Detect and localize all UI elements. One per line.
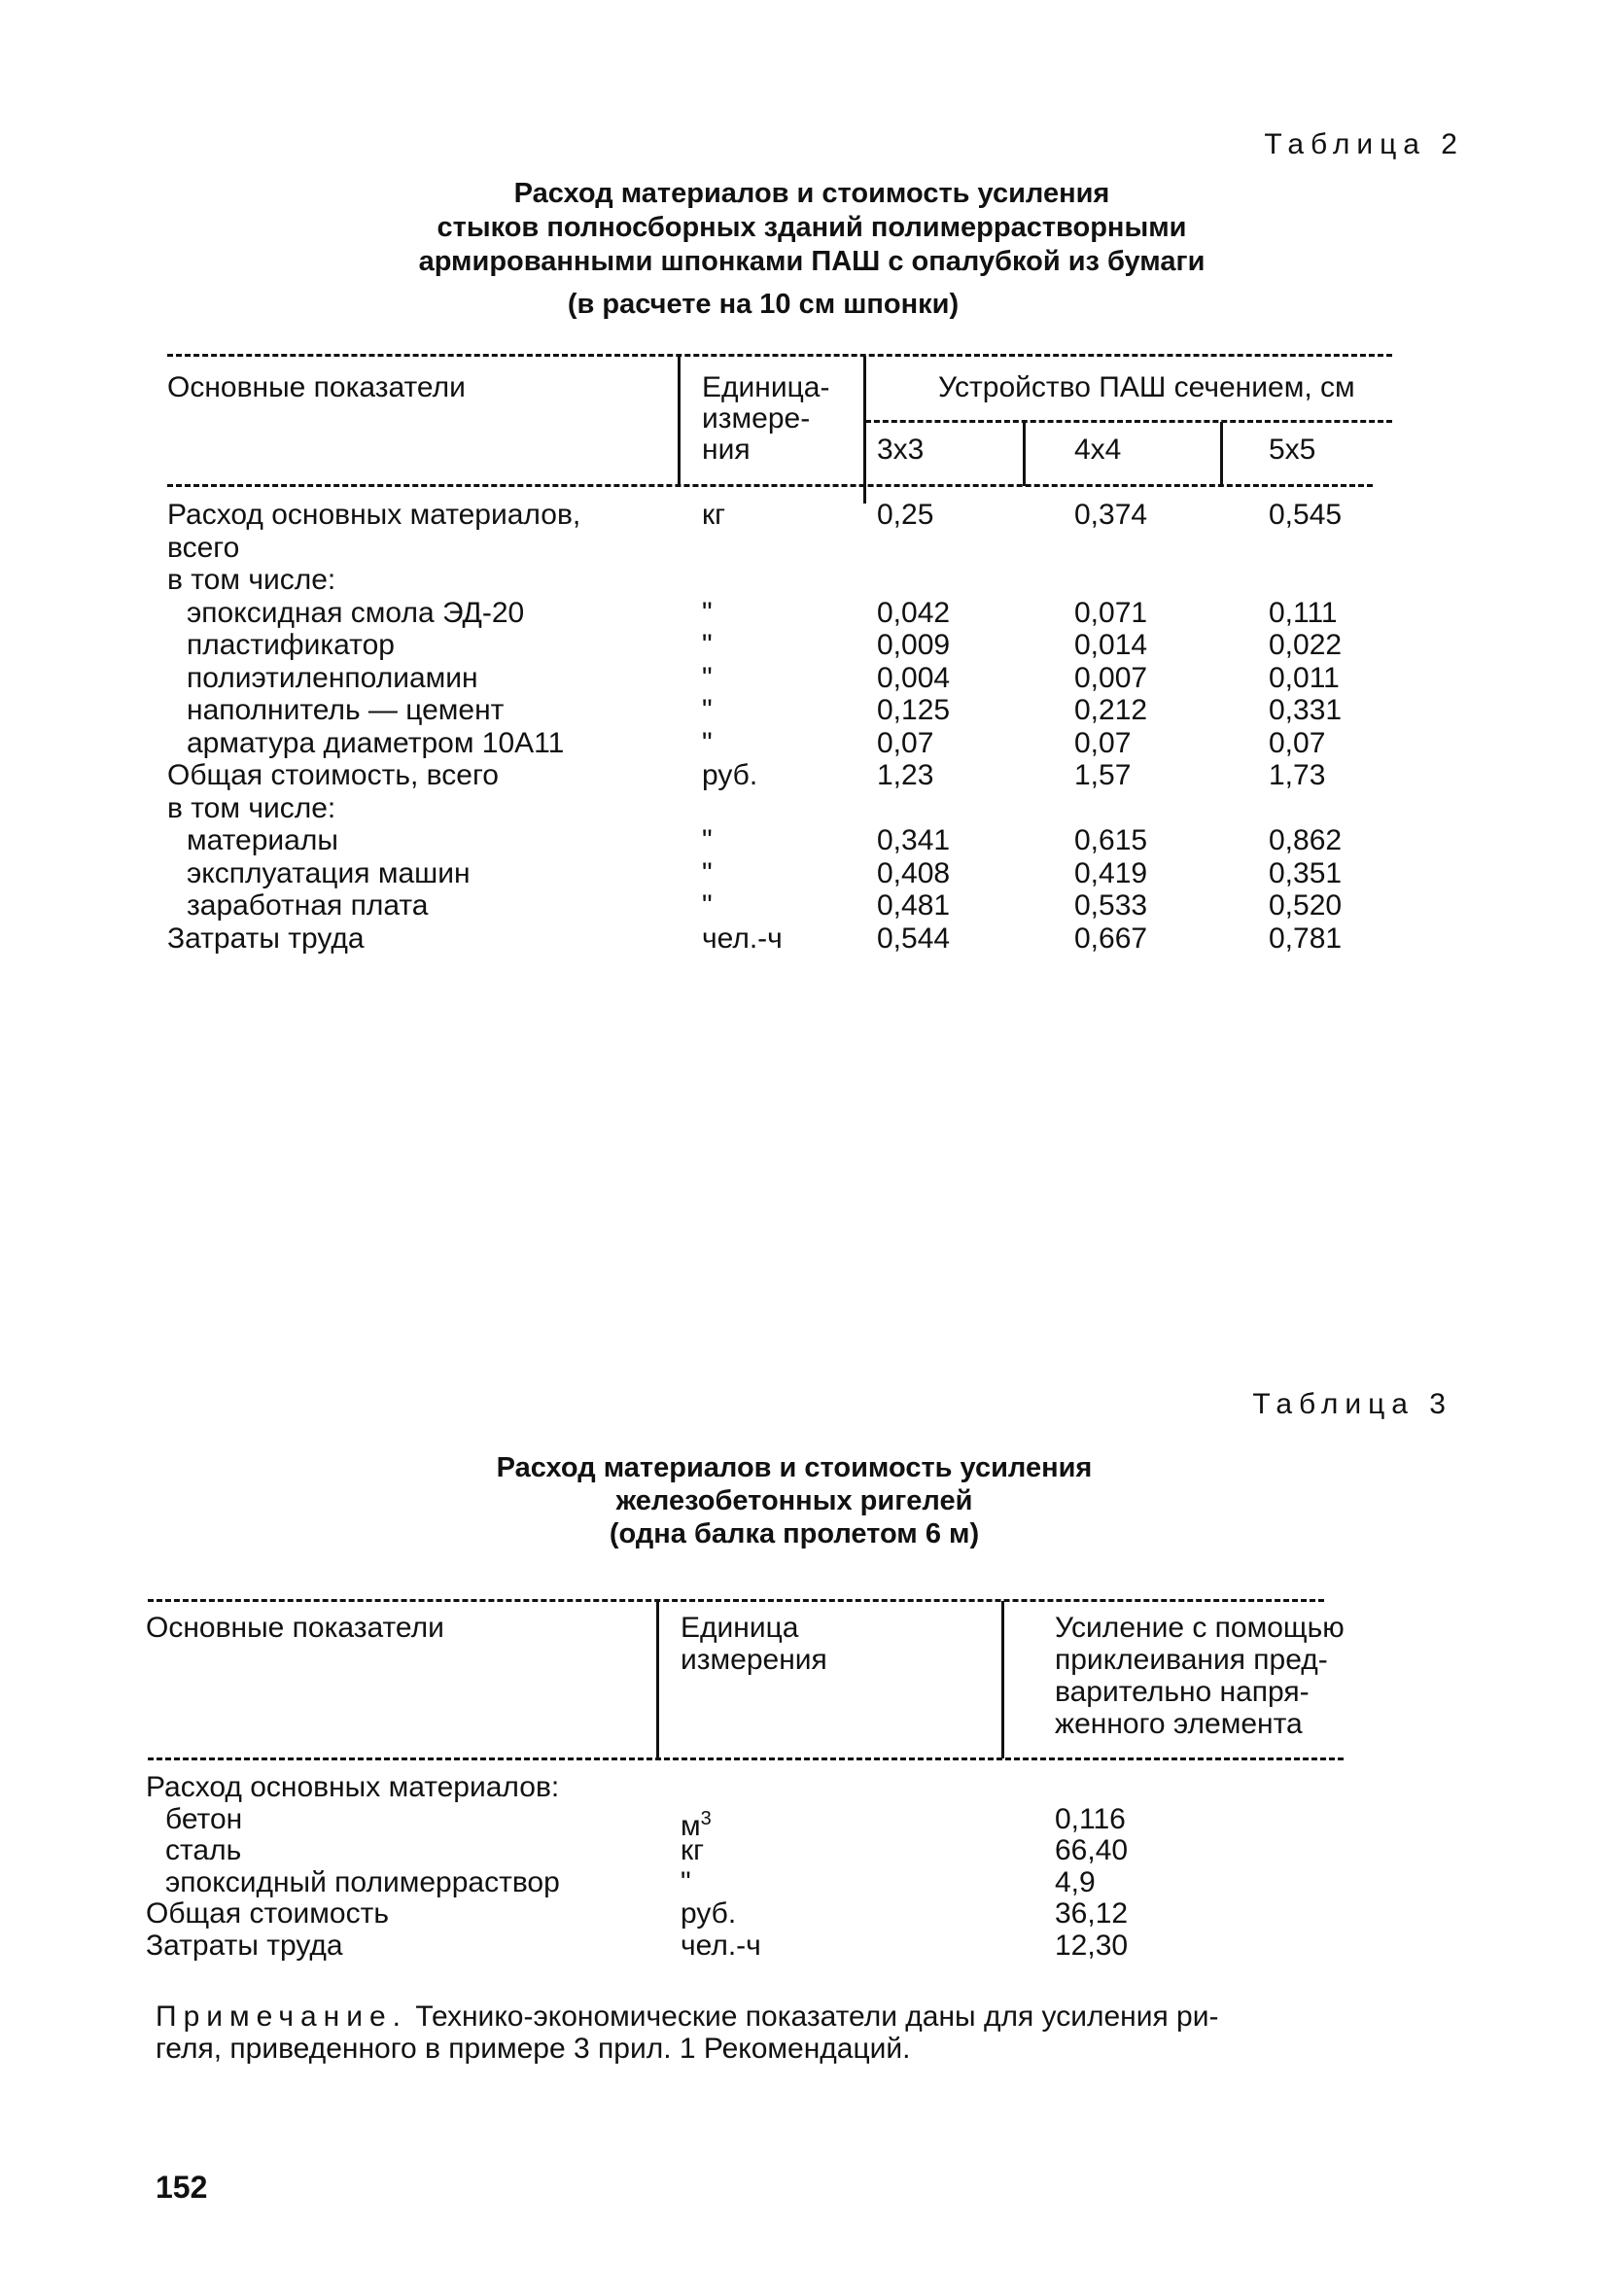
row-unit: чел.-ч <box>702 922 783 955</box>
row-label: Расход основных материалов: <box>146 1771 560 1803</box>
row-unit: " <box>702 726 713 759</box>
row-value: 0,116 <box>1055 1802 1126 1835</box>
row-value: 0,014 <box>1074 629 1148 661</box>
table2-subtitle: (в расчете на 10 см шпонки) <box>567 289 960 320</box>
row-value: 4,9 <box>1055 1865 1096 1898</box>
row-label: Затраты труда <box>146 1929 343 1962</box>
row-value: 0,011 <box>1269 661 1340 694</box>
table2-header-section: 3х3 <box>877 434 925 466</box>
row-value: 0,212 <box>1074 694 1148 726</box>
row-value: 0,615 <box>1074 824 1148 856</box>
table3-title-line: Расход материалов и стоимость усиления <box>496 1452 1093 1483</box>
row-unit: " <box>702 856 713 889</box>
row-label: в том числе: <box>167 564 336 596</box>
table2-header-section: 5х5 <box>1269 434 1316 466</box>
row-unit: руб. <box>681 1897 737 1930</box>
row-value: 1,23 <box>877 759 934 791</box>
table2-header-unit: измере- <box>702 402 811 435</box>
row-label: в том числе: <box>167 791 336 824</box>
row-unit: чел.-ч <box>681 1929 761 1962</box>
row-unit: " <box>702 596 713 629</box>
row-unit: " <box>702 629 713 661</box>
row-label: всего <box>167 531 240 564</box>
table3-header-unit: Единица <box>681 1612 799 1644</box>
row-label: Затраты труда <box>167 922 365 955</box>
row-label: материалы <box>187 824 338 856</box>
table3-title-line: железобетонных ригелей <box>615 1485 973 1516</box>
row-value: 1,73 <box>1269 759 1326 791</box>
row-label: арматура диаметром 10А11 <box>187 726 565 759</box>
row-unit: " <box>702 694 713 726</box>
row-value: 36,12 <box>1055 1897 1129 1930</box>
page-number: 152 <box>156 2170 208 2205</box>
row-label: Расход основных материалов, <box>167 499 581 531</box>
row-value: 0,022 <box>1269 629 1343 661</box>
table2-col-divider <box>863 356 866 504</box>
table3-header-indicators: Основные показатели <box>146 1612 444 1644</box>
row-label: наполнитель — цемент <box>187 694 505 726</box>
table3-header-method: варительно напря- <box>1055 1676 1310 1708</box>
row-value: 0,419 <box>1074 856 1148 889</box>
row-label: Общая стоимость <box>146 1897 389 1930</box>
table2-header-group: Устройство ПАШ сечением, см <box>938 371 1355 403</box>
table2-header-unit: ния <box>702 434 751 466</box>
row-label: эпоксидный полимерраствор <box>165 1865 560 1898</box>
table3-top-rule <box>148 1599 1324 1602</box>
row-value: 0,544 <box>877 922 951 955</box>
note-text: Технико-экономические показатели даны для усиления ри- <box>415 2000 1219 2033</box>
row-value: 0,331 <box>1269 694 1343 726</box>
table3-title-line: (одна балка пролетом 6 м) <box>609 1518 980 1549</box>
table3-col-divider <box>1001 1601 1004 1758</box>
row-value: 0,125 <box>877 694 951 726</box>
row-value: 0,07 <box>1074 726 1132 759</box>
row-value: 0,004 <box>877 661 951 694</box>
row-label: бетон <box>165 1802 243 1835</box>
note-line <box>156 2000 1219 2033</box>
row-unit: $м^3$ <box>681 1807 712 1842</box>
row-value: 0,111 <box>1269 596 1338 629</box>
row-value: 0,07 <box>1269 726 1326 759</box>
note-line: геля, приведенного в примере 3 прил. 1 Рекомендаций. <box>156 2033 911 2065</box>
row-unit: кг <box>702 499 726 531</box>
table2-col-divider <box>678 356 681 486</box>
row-value: 0,341 <box>877 824 951 856</box>
table3-col-divider <box>656 1601 659 1758</box>
row-value: 66,40 <box>1055 1834 1129 1866</box>
row-unit: " <box>702 824 713 856</box>
row-value: 0,25 <box>877 499 934 531</box>
row-value: 0,520 <box>1269 889 1343 922</box>
row-label: Общая стоимость, всего <box>167 759 499 791</box>
row-unit: руб. <box>702 759 758 791</box>
table2-header-rule <box>167 484 1373 487</box>
table3-header-method: женного элемента <box>1055 1708 1303 1740</box>
row-value: 0,007 <box>1074 661 1148 694</box>
row-label: эксплуатация машин <box>187 856 471 889</box>
table3-header-rule <box>148 1757 1344 1760</box>
row-value: 0,042 <box>877 596 951 629</box>
row-value: 0,667 <box>1074 922 1148 955</box>
row-value: 0,351 <box>1269 856 1343 889</box>
row-value: 0,545 <box>1269 499 1343 531</box>
row-value: 0,374 <box>1074 499 1148 531</box>
unit-superscript: 3 <box>700 1807 712 1829</box>
row-value: 0,533 <box>1074 889 1148 922</box>
row-value: 0,009 <box>877 629 951 661</box>
table3-caption: Таблица 3 <box>1252 1388 1452 1420</box>
row-unit: кг <box>681 1834 705 1866</box>
row-label: эпоксидная смола ЭД-20 <box>187 596 525 629</box>
table2-header-unit: Единица- <box>702 371 830 403</box>
table3-header-method: Усиление с помощью <box>1055 1612 1345 1644</box>
table2-title-line: армированными шпонками ПАШ с опалубкой из бумаги <box>418 246 1206 277</box>
table2-title-line: Расход материалов и стоимость усиления <box>513 178 1110 209</box>
table3-header-unit: измерения <box>681 1644 827 1676</box>
table3-header-method: приклеивания пред- <box>1055 1644 1328 1676</box>
row-value: 0,071 <box>1074 596 1148 629</box>
table2-subheader-rule <box>865 420 1392 423</box>
table2-col-divider <box>1023 422 1026 486</box>
note-label: Примечание. <box>156 2000 407 2033</box>
row-value: 1,57 <box>1074 759 1132 791</box>
row-unit: " <box>681 1865 691 1898</box>
row-value: 12,30 <box>1055 1929 1129 1962</box>
row-label: пластификатор <box>187 629 395 661</box>
row-label: сталь <box>165 1834 242 1866</box>
row-value: 0,862 <box>1269 824 1343 856</box>
row-unit: " <box>702 889 713 922</box>
row-value: 0,07 <box>877 726 934 759</box>
row-value: 0,408 <box>877 856 951 889</box>
table2-title-line: стыков полносборных зданий полимеррастворными <box>437 212 1187 243</box>
row-label: заработная плата <box>187 889 429 922</box>
table2-caption: Таблица 2 <box>1264 128 1464 160</box>
table2-header-section: 4х4 <box>1074 434 1122 466</box>
row-value: 0,481 <box>877 889 951 922</box>
table2-col-divider <box>1220 422 1223 486</box>
table2-top-rule <box>167 354 1392 357</box>
row-unit: " <box>702 661 713 694</box>
row-label: полиэтиленполиамин <box>187 661 478 694</box>
table2-header-indicators: Основные показатели <box>167 371 466 403</box>
row-value: 0,781 <box>1269 922 1343 955</box>
